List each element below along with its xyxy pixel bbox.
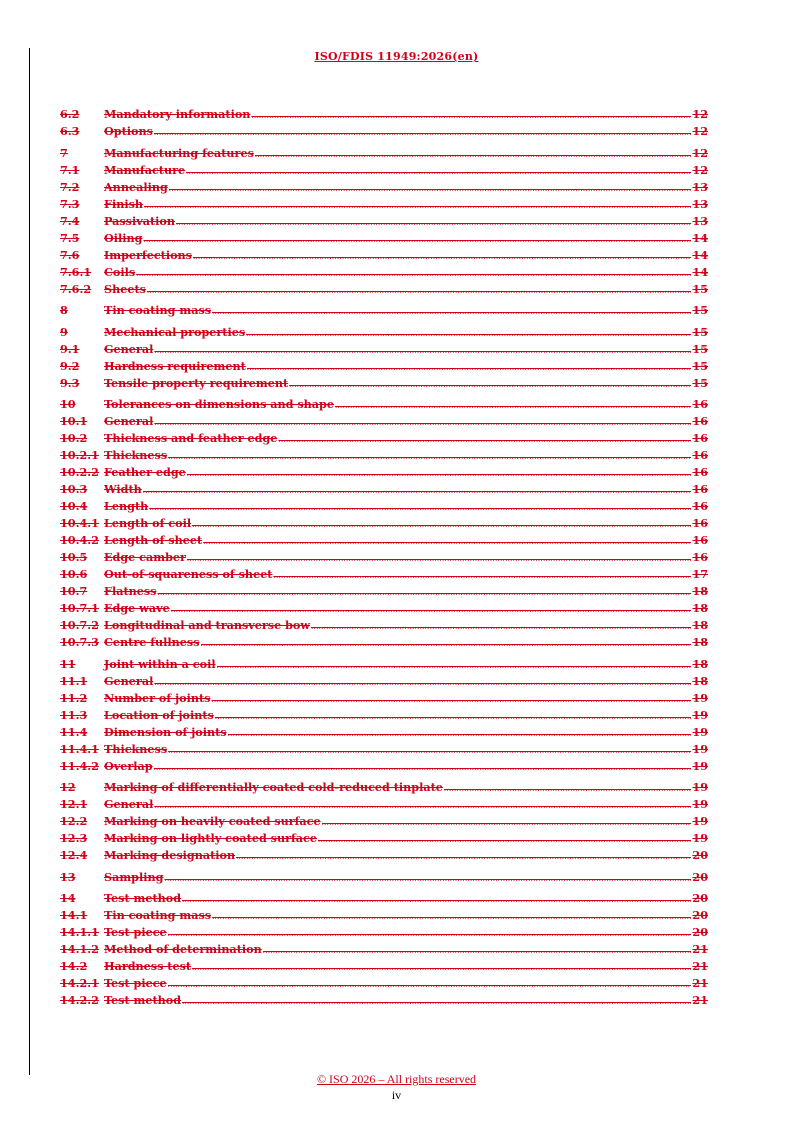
toc-entry-title: Tolerances on dimensions and shape: [104, 397, 334, 411]
toc-entry-number: 7.6.2: [60, 281, 92, 296]
toc-entry-number: 6.3: [60, 124, 80, 138]
toc-entry-page: 16: [692, 482, 708, 496]
toc-entry-page: 19: [692, 797, 708, 811]
toc-entry-title: Sampling: [104, 869, 164, 884]
toc-entry-title: Out-of-squareness of sheet: [104, 567, 273, 581]
toc-entry[interactable]: [60, 890, 708, 907]
toc-dot-leader: [203, 534, 691, 551]
toc-entry-title: General: [104, 797, 154, 811]
toc-dot-leader: [278, 432, 691, 449]
toc-entry-page: 19: [692, 831, 708, 845]
toc-entry[interactable]: [60, 358, 708, 375]
toc-entry-title: Overlap: [104, 758, 153, 773]
toc-entry-number: 14.2: [60, 959, 88, 973]
toc-dot-leader: [444, 781, 692, 798]
toc-entry[interactable]: [60, 958, 708, 975]
toc-entry[interactable]: [60, 281, 708, 298]
toc-entry-number: 10.7.2: [60, 618, 99, 632]
toc-entry-number: 7.6.1: [60, 264, 92, 279]
toc-entry-title: Length of coil: [104, 516, 192, 530]
toc-entry[interactable]: [60, 992, 708, 1009]
toc-entry-title: Width: [104, 482, 142, 496]
toc-entry-title: Feather edge: [104, 465, 186, 479]
toc-entry-number: 7.1: [60, 162, 80, 177]
toc-entry-number: 11: [60, 656, 76, 671]
toc-entry[interactable]: [60, 413, 708, 430]
toc-entry[interactable]: [60, 515, 708, 532]
toc-dot-leader: [182, 994, 691, 1011]
toc-dot-leader: [193, 249, 691, 266]
toc-dot-leader: [289, 377, 691, 394]
toc-entry-page: 19: [692, 707, 708, 722]
toc-entry-title: Location of joints: [104, 707, 214, 722]
toc-entry-title: Edge wave: [104, 601, 170, 615]
toc-entry-page: 15: [692, 341, 708, 356]
toc-dot-leader: [201, 636, 692, 653]
toc-entry[interactable]: [60, 302, 708, 319]
toc-entry-number: 9: [60, 324, 68, 339]
toc-entry-page: 19: [692, 758, 708, 773]
toc-entry-page: 19: [692, 780, 708, 794]
toc-entry-page: 16: [692, 550, 708, 564]
toc-dot-leader: [149, 500, 691, 517]
toc-entry-page: 20: [692, 908, 708, 922]
toc-entry[interactable]: [60, 162, 708, 179]
toc-entry-title: Mechanical properties: [104, 324, 246, 339]
toc-entry-number: 7: [60, 145, 68, 160]
toc-entry-page: 15: [692, 358, 708, 373]
toc-entry-page: 15: [692, 324, 708, 339]
toc-entry[interactable]: [60, 532, 708, 549]
toc-dot-leader: [144, 198, 691, 215]
toc-entry-number: 10.2.1: [60, 448, 99, 462]
toc-entry-title: Test piece: [104, 925, 167, 939]
toc-entry[interactable]: [60, 975, 708, 992]
toc-entry-number: 7.2: [60, 179, 80, 194]
toc-entry[interactable]: [60, 724, 708, 741]
toc-entry[interactable]: [60, 813, 708, 830]
toc-entry-title: Marking of differentially coated cold-reduced tinplate: [104, 780, 443, 794]
toc-entry-number: 9.3: [60, 375, 80, 390]
toc-entry-number: 10.4.1: [60, 516, 99, 530]
toc-entry-page: 16: [692, 499, 708, 513]
toc-entry-page: 18: [692, 656, 708, 671]
toc-entry[interactable]: [60, 341, 708, 358]
toc-entry[interactable]: [60, 464, 708, 481]
toc-dot-leader: [182, 892, 691, 909]
toc-entry[interactable]: [60, 707, 708, 724]
toc-entry-number: 10: [60, 397, 76, 411]
toc-entry[interactable]: [60, 758, 708, 775]
toc-entry-title: Tensile property requirement: [104, 375, 289, 390]
toc-entry-page: 18: [692, 601, 708, 615]
toc-entry-page: 20: [692, 891, 708, 905]
toc-entry[interactable]: [60, 549, 708, 566]
toc-entry-title: Length of sheet: [104, 533, 203, 547]
toc-entry-title: Finish: [104, 196, 144, 211]
toc-entry-number: 9.2: [60, 358, 80, 373]
toc-entry-number: 11.1: [60, 673, 88, 688]
toc-entry-title: Flatness: [104, 584, 157, 598]
toc-entry-page: 13: [692, 179, 708, 194]
toc-entry-page: 14: [692, 247, 708, 262]
toc-entry-page: 14: [692, 230, 708, 245]
toc-entry-page: 15: [692, 281, 708, 296]
toc-entry[interactable]: [60, 213, 708, 230]
toc-entry-page: 21: [692, 942, 708, 956]
toc-entry-page: 13: [692, 196, 708, 211]
toc-entry[interactable]: [60, 179, 708, 196]
toc-entry[interactable]: [60, 396, 708, 413]
toc-entry-title: Thickness: [104, 741, 168, 756]
toc-dot-leader: [217, 658, 692, 675]
toc-dot-leader: [311, 619, 691, 636]
toc-entry-title: Manufacture: [104, 162, 186, 177]
toc-dot-leader: [154, 675, 691, 692]
toc-entry-title: Edge camber: [104, 550, 186, 564]
toc-entry[interactable]: [60, 196, 708, 213]
toc-entry-page: 21: [692, 993, 708, 1007]
toc-entry-page: 16: [692, 397, 708, 411]
toc-entry-title: Imperfections: [104, 247, 192, 262]
toc-entry-page: 21: [692, 959, 708, 973]
toc-dot-leader: [236, 849, 691, 866]
toc-entry[interactable]: [60, 123, 708, 140]
toc-dot-leader: [212, 304, 691, 321]
toc-entry-title: Tin coating mass: [104, 303, 212, 317]
toc-entry-page: 12: [692, 107, 708, 121]
toc-entry[interactable]: [60, 847, 708, 864]
toc-entry-number: 11.2: [60, 690, 88, 705]
margin-rule: [29, 48, 30, 1075]
toc-entry[interactable]: [60, 247, 708, 264]
page-number: iv: [391, 1088, 402, 1102]
toc-entry[interactable]: [60, 656, 708, 673]
copyright-footer[interactable]: © ISO 2026 – All rights reserved: [316, 1072, 477, 1086]
toc-entry-page: 19: [692, 814, 708, 828]
toc-dot-leader: [192, 517, 691, 534]
toc-entry-title: Marking on lightly coated surface: [104, 831, 317, 845]
toc-entry[interactable]: [60, 324, 708, 341]
toc-entry-page: 16: [692, 465, 708, 479]
toc-entry-number: 14.2.2: [60, 993, 99, 1007]
toc-entry-number: 14.1.2: [60, 942, 99, 956]
toc-entry-title: Marking on heavily coated surface: [104, 814, 321, 828]
toc-entry-page: 20: [692, 925, 708, 939]
toc-entry-number: 11.3: [60, 707, 88, 722]
toc-entry-title: Marking designation: [104, 848, 236, 862]
toc-entry-page: 16: [692, 516, 708, 530]
toc-dot-leader: [164, 871, 691, 888]
toc-entry-page: 21: [692, 976, 708, 990]
toc-entry-title: Tin coating mass: [104, 908, 212, 922]
toc-entry-title: Mandatory information: [104, 107, 251, 121]
toc-dot-leader: [168, 977, 692, 994]
toc-dot-leader: [228, 726, 692, 743]
toc-entry[interactable]: [60, 600, 708, 617]
toc-entry-page: 13: [692, 213, 708, 228]
document-header[interactable]: ISO/FDIS 11949:2026(en): [314, 50, 479, 63]
toc-entry-title: General: [104, 673, 154, 688]
toc-entry-title: Sheets: [104, 281, 146, 296]
toc-entry-number: 10.1: [60, 414, 88, 428]
toc-entry-number: 12.3: [60, 831, 88, 845]
toc-entry-title: Test method: [104, 993, 182, 1007]
toc-entry-title: Centre fullness: [104, 635, 200, 649]
toc-entry-number: 13: [60, 869, 76, 884]
toc-entry-number: 7.3: [60, 196, 80, 211]
toc-entry-number: 8: [60, 303, 68, 317]
toc-dot-leader: [157, 585, 691, 602]
toc-entry-number: 11.4: [60, 724, 88, 739]
toc-entry[interactable]: [60, 634, 708, 651]
toc-entry[interactable]: [60, 264, 708, 281]
toc-entry-title: Dimension of joints: [104, 724, 227, 739]
toc-dot-leader: [169, 181, 692, 198]
toc-entry-title: General: [104, 414, 154, 428]
toc-entry-page: 16: [692, 533, 708, 547]
toc-entry[interactable]: [60, 796, 708, 813]
toc-entry[interactable]: [60, 690, 708, 707]
toc-entry[interactable]: [60, 430, 708, 447]
toc-entry-number: 11.4.2: [60, 758, 99, 773]
toc-entry[interactable]: [60, 779, 708, 796]
toc-dot-leader: [322, 815, 692, 832]
toc-entry[interactable]: [60, 230, 708, 247]
toc-entry-title: Test method: [104, 891, 182, 905]
toc-entry-number: 7.5: [60, 230, 80, 245]
toc-entry[interactable]: [60, 924, 708, 941]
toc-entry-title: Options: [104, 124, 153, 138]
toc-entry-page: 18: [692, 673, 708, 688]
toc-entry-number: 14.1: [60, 908, 88, 922]
toc-entry-number: 14.1.1: [60, 925, 99, 939]
toc-dot-leader: [143, 483, 692, 500]
table-of-contents: [60, 106, 708, 1009]
toc-entry-title: Manufacturing features: [104, 145, 254, 160]
toc-entry-title: Hardness requirement: [104, 358, 246, 373]
toc-entry-number: 10.6: [60, 567, 88, 581]
toc-entry-title: Hardness test: [104, 959, 192, 973]
toc-entry-number: 12.1: [60, 797, 88, 811]
toc-dot-leader: [211, 692, 691, 709]
toc-dot-leader: [168, 449, 691, 466]
toc-dot-leader: [136, 266, 691, 283]
toc-entry[interactable]: [60, 869, 708, 886]
toc-entry-number: 9.1: [60, 341, 80, 356]
toc-entry-number: 11.4.1: [60, 741, 99, 756]
toc-entry-page: 12: [692, 145, 708, 160]
toc-entry[interactable]: [60, 481, 708, 498]
toc-entry-number: 10.7.1: [60, 601, 99, 615]
toc-entry-number: 10.3: [60, 482, 88, 496]
toc-entry[interactable]: [60, 673, 708, 690]
toc-entry-title: Longitudinal and transverse bow: [104, 618, 311, 632]
toc-entry-number: 6.2: [60, 107, 80, 121]
toc-entry-page: 19: [692, 724, 708, 739]
toc-dot-leader: [335, 398, 691, 415]
toc-dot-leader: [154, 125, 692, 142]
toc-dot-leader: [187, 466, 692, 483]
toc-dot-leader: [192, 960, 691, 977]
toc-entry-number: 12.2: [60, 814, 88, 828]
toc-entry-page: 12: [692, 124, 708, 138]
toc-entry-number: 7.4: [60, 213, 80, 228]
toc-entry[interactable]: [60, 830, 708, 847]
toc-entry-page: 12: [692, 162, 708, 177]
toc-dot-leader: [318, 832, 691, 849]
toc-entry-number: 10.2: [60, 431, 88, 445]
toc-dot-leader: [273, 568, 691, 585]
toc-entry-page: 18: [692, 584, 708, 598]
toc-dot-leader: [212, 909, 691, 926]
toc-entry[interactable]: [60, 498, 708, 515]
toc-entry-page: 17: [692, 567, 708, 581]
toc-entry-title: Thickness and feather edge: [104, 431, 278, 445]
toc-entry-title: Number of joints: [104, 690, 211, 705]
toc-entry-page: 18: [692, 618, 708, 632]
toc-dot-leader: [186, 164, 691, 181]
toc-entry-number: 10.5: [60, 550, 88, 564]
toc-entry[interactable]: [60, 617, 708, 634]
toc-entry-number: 12.4: [60, 848, 88, 862]
toc-entry-title: Thickness: [104, 448, 168, 462]
toc-entry-page: 20: [692, 869, 708, 884]
toc-dot-leader: [246, 326, 691, 343]
toc-entry-title: Passivation: [104, 213, 175, 228]
toc-entry[interactable]: [60, 375, 708, 392]
toc-entry-number: 14.2.1: [60, 976, 99, 990]
toc-dot-leader: [168, 743, 691, 760]
toc-entry-page: 15: [692, 303, 708, 317]
toc-entry-title: Method of determination: [104, 942, 262, 956]
toc-entry[interactable]: [60, 941, 708, 958]
toc-dot-leader: [247, 360, 692, 377]
toc-entry[interactable]: [60, 583, 708, 600]
toc-dot-leader: [154, 760, 692, 777]
toc-entry-number: 10.4: [60, 499, 88, 513]
toc-entry[interactable]: [60, 741, 708, 758]
toc-entry-page: 20: [692, 848, 708, 862]
toc-entry-title: Test piece: [104, 976, 167, 990]
toc-entry-title: General: [104, 341, 154, 356]
toc-entry-page: 14: [692, 264, 708, 279]
toc-dot-leader: [147, 283, 692, 300]
toc-entry-title: Length: [104, 499, 149, 513]
toc-dot-leader: [176, 215, 691, 232]
toc-entry-number: 12: [60, 780, 76, 794]
toc-dot-leader: [215, 709, 692, 726]
toc-entry[interactable]: [60, 106, 708, 123]
toc-entry-number: 14: [60, 891, 76, 905]
toc-entry-page: 16: [692, 414, 708, 428]
toc-entry-number: 10.2.2: [60, 465, 99, 479]
toc-dot-leader: [263, 943, 692, 960]
toc-entry[interactable]: [60, 145, 708, 162]
toc-entry-number: 10.7: [60, 584, 88, 598]
toc-entry-page: 16: [692, 431, 708, 445]
toc-entry-title: Oiling: [104, 230, 143, 245]
toc-entry-page: 19: [692, 741, 708, 756]
toc-entry-title: Annealing: [104, 179, 168, 194]
toc-entry-title: Coils: [104, 264, 136, 279]
toc-entry-page: 15: [692, 375, 708, 390]
toc-entry-number: 10.4.2: [60, 533, 99, 547]
toc-entry-number: 10.7.3: [60, 635, 99, 649]
toc-entry-title: Joint within a coil: [104, 656, 216, 671]
toc-dot-leader: [255, 147, 692, 164]
toc-entry-page: 16: [692, 448, 708, 462]
toc-entry-page: 18: [692, 635, 708, 649]
toc-entry[interactable]: [60, 447, 708, 464]
toc-entry-number: 7.6: [60, 247, 80, 262]
toc-entry[interactable]: [60, 566, 708, 583]
toc-dot-leader: [143, 232, 691, 249]
toc-dot-leader: [251, 108, 691, 125]
toc-entry[interactable]: [60, 907, 708, 924]
toc-entry-page: 19: [692, 690, 708, 705]
